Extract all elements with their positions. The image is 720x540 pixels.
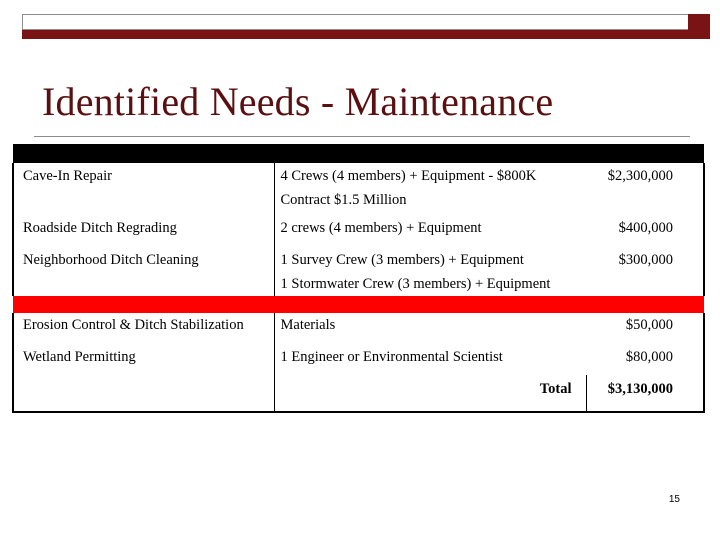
table-row [13, 216, 704, 248]
resource-line: Contract $1.5 Million [280, 192, 407, 208]
total-row [13, 375, 704, 412]
task-cell: Neighborhood Ditch Cleaning [13, 248, 274, 296]
table-row [13, 345, 704, 375]
table-row [13, 248, 704, 296]
empty-cell [13, 375, 274, 412]
cost-cell: $2,300,000 [586, 163, 704, 216]
page-number: 15 [668, 494, 680, 505]
title-divider [34, 136, 690, 137]
task-cell: Wetland Permitting [13, 345, 274, 375]
resources-cell [274, 163, 586, 216]
top-decorative-bar-outline [22, 14, 710, 30]
resources-cell [274, 248, 586, 296]
resource-line: 4 Crews (4 members) + Equipment - $800K [280, 168, 537, 184]
resources-cell [274, 313, 586, 345]
resource-line: 2 crews (4 members) + Equipment [280, 220, 482, 236]
red-separator-band [13, 296, 704, 313]
cost-cell: $400,000 [586, 216, 704, 248]
total-label: Total [274, 375, 586, 412]
resources-cell [274, 216, 586, 248]
table-row [13, 313, 704, 345]
resource-line: 1 Engineer or Environmental Scientist [280, 349, 503, 365]
resource-line: 1 Stormwater Crew (3 members) + Equipment [280, 276, 551, 292]
resource-line: Materials [280, 317, 336, 333]
cost-cell: $50,000 [586, 313, 704, 345]
resource-line: 1 Survey Crew (3 members) + Equipment [280, 252, 524, 268]
total-value: $3,130,000 [586, 375, 704, 412]
resources-cell [274, 345, 586, 375]
maintenance-budget-table [12, 144, 705, 413]
top-corner-square [688, 14, 710, 39]
task-cell: Erosion Control & Ditch Stabilization [13, 313, 274, 345]
cost-cell: $80,000 [586, 345, 704, 375]
table-row [13, 163, 704, 216]
slide-title: Identified Needs - Maintenance [42, 79, 554, 124]
top-decorative-bar [22, 30, 710, 39]
task-cell: Cave-In Repair [13, 163, 274, 216]
table-header-band [13, 144, 704, 163]
task-cell: Roadside Ditch Regrading [13, 216, 274, 248]
cost-cell: $300,000 [586, 248, 704, 296]
